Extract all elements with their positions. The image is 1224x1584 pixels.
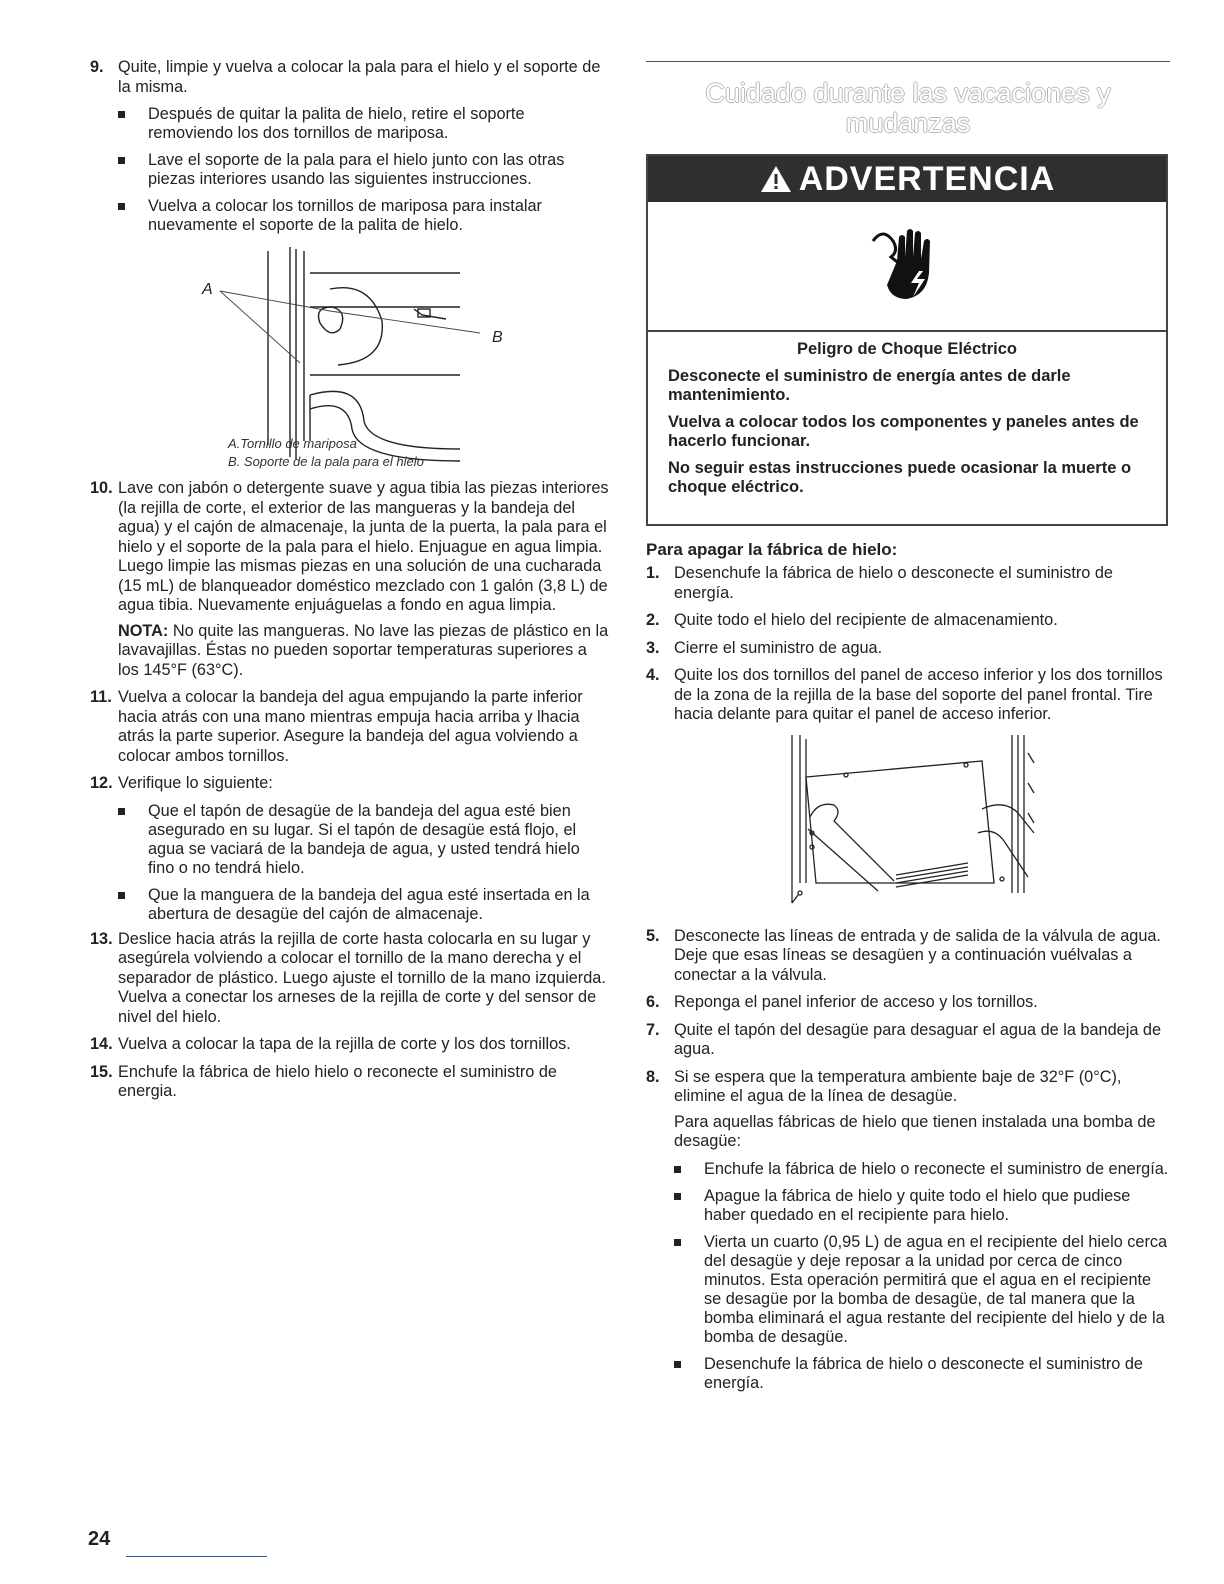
step-number: 2. — [646, 611, 660, 629]
right-column — [646, 540, 1170, 1399]
step-15 — [90, 1063, 610, 1102]
warning-icon-area — [648, 202, 1166, 332]
bullet-item — [118, 105, 610, 143]
step-number: 8. — [646, 1067, 660, 1086]
step-6 — [646, 993, 1170, 1013]
bullet-text: Vuelva a colocar los tornillos de mariposa para instalar nuevamente el soporte de la palita de hielo. — [148, 197, 542, 234]
bullet-icon — [118, 203, 125, 210]
step-number: 10. — [90, 479, 113, 497]
bullet-text: Después de quitar la palita de hielo, retire el soporte removiendo los dos tornillos de mariposa. — [148, 105, 525, 142]
figure-scoop-bracket — [90, 245, 610, 473]
step-text: Desconecte las líneas de entrada y de salida de la válvula de agua. Deje que esas líneas se desagüen y a continuación vuélvalas a conectar a la válvula. — [674, 926, 1161, 984]
step-number: 15. — [90, 1062, 113, 1081]
bullet-icon — [118, 892, 125, 899]
step-13 — [90, 930, 610, 1028]
step-3 — [646, 639, 1170, 659]
bullet-item — [118, 886, 610, 924]
step-text: Quite el tapón del desagüe para desaguar el agua de la bandeja de agua. — [674, 1020, 1162, 1058]
step-1 — [646, 564, 1170, 603]
step-number: 12. — [90, 774, 113, 792]
step-text: Vuelva a colocar la tapa de la rejilla de corte y los dos tornillos. — [118, 1035, 571, 1053]
footer-rule — [126, 1556, 267, 1557]
step-text: Vuelva a colocar la bandeja del agua empujando la parte inferior hacia atrás con una mano mientras empuja hacia arriba y lhacia atrás la parte superior. Asegure la bandeja del agua volviendo a colocar ambos tornillos. — [118, 688, 583, 765]
step-4 — [646, 666, 1170, 725]
step-number: 14. — [90, 1035, 113, 1053]
figure-label-b: B — [492, 329, 503, 346]
step-text: Si se espera que la temperatura ambiente baje de 32°F (0°C), elimine el agua de la línea de desagüe. — [674, 1067, 1122, 1105]
figure-access-panel — [646, 733, 1170, 919]
step-number: 1. — [646, 564, 660, 582]
bullet-item — [674, 1160, 1170, 1179]
step-text: Quite todo el hielo del recipiente de almacenamiento. — [674, 611, 1058, 629]
bullet-item — [674, 1187, 1170, 1225]
bullet-text: Vierta un cuarto (0,95 L) de agua en el recipiente del hielo cerca del desagüe y deje reposar a la unidad por cerca de cinco minutos. Esta operación permitirá que el agua en el recipiente se desagüe por la bomba de desagüe, de tal manera que la bomba eliminará el agua restante del recipiente del hielo y de la bomba de desagüe. — [704, 1232, 1168, 1346]
step-text: Cierre el suministro de agua. — [674, 638, 883, 657]
step-text: Quite, limpie y vuelva a colocar la pala para el hielo y el soporte de la misma. — [118, 58, 601, 96]
step-8 — [646, 1068, 1170, 1152]
bullet-text: Que el tapón de desagüe de la bandeja del agua esté bien asegurado en su lugar. Si el tapón de desagüe está flojo, el agua se vaciará de la bandeja de agua, y usted tendrá hielo fino o no tendrá hielo. — [148, 801, 580, 877]
warning-line: No seguir estas instrucciones puede ocasionar la muerte o choque eléctrico. — [668, 459, 1132, 496]
bullet-icon — [674, 1239, 681, 1246]
step-number: 6. — [646, 993, 660, 1011]
section-title: Cuidado durante las vacaciones y mudanzas — [705, 78, 1111, 138]
bullet-item — [674, 1233, 1170, 1347]
step-text: Deslice hacia atrás la rejilla de corte hasta colocarla en su lugar y asegúrela volviendo a colocar el tornillo de la mano derecha y el separador de plástico. Luego ajuste el tornillo de la mano izquierda. Vuelva a conectar los arneses de la rejilla de corte y del sensor de nivel del hielo. — [118, 929, 606, 1026]
note-text: No quite las mangueras. No lave las piezas de plástico en la lavavajillas. Éstas no pueden soportar temperaturas superiores a los 145°F (63°C). — [118, 621, 609, 679]
bullet-text: Lave el soporte de la pala para el hielo junto con las otras piezas interiores usando las siguientes instrucciones. — [148, 151, 565, 188]
step-10 — [90, 479, 610, 680]
note-label: NOTA: — [118, 621, 169, 640]
subheading: Para apagar la fábrica de hielo: — [646, 540, 898, 559]
electric-shock-hand-icon — [867, 221, 947, 311]
step-number: 11. — [90, 688, 112, 706]
step-number: 13. — [90, 929, 113, 948]
step-text: Quite los dos tornillos del panel de acceso inferior y los dos tornillos de la zona de la rejilla de la base del soporte del panel frontal. Tire hacia delante para quitar el panel de acceso inferior. — [674, 666, 1163, 723]
warning-banner — [648, 156, 1166, 202]
warning-box — [646, 154, 1168, 526]
bullet-icon — [674, 1193, 681, 1200]
page-number: 24 — [88, 1528, 111, 1550]
step-number: 9. — [90, 58, 104, 76]
step-text: Desenchufe la fábrica de hielo o desconecte el suministro de energía. — [674, 564, 1113, 602]
step-text: Enchufe la fábrica de hielo hielo o reconecte el suministro de energia. — [118, 1062, 557, 1100]
warning-title: ADVERTENCIA — [798, 159, 1056, 198]
note — [118, 622, 610, 681]
bullet-icon — [118, 157, 125, 164]
caption-b: B. Soporte de la pala para el hielo — [228, 454, 424, 469]
bullet-text: Enchufe la fábrica de hielo o reconecte el suministro de energía. — [704, 1159, 1169, 1178]
step-number: 4. — [646, 666, 660, 684]
warning-triangle-icon — [759, 164, 793, 194]
step-9 — [90, 58, 610, 97]
bullet-text: Desenchufe la fábrica de hielo o desconecte el suministro de energía. — [704, 1354, 1143, 1392]
bullet-text: Que la manguera de la bandeja del agua esté insertada en la abertura de desagüe del cajón de almacenaje. — [148, 885, 590, 923]
bullet-icon — [674, 1166, 681, 1173]
step-5 — [646, 927, 1170, 986]
figure-caption — [228, 435, 424, 471]
step-number: 7. — [646, 1020, 660, 1039]
bullet-item — [118, 197, 610, 235]
bullet-icon — [118, 111, 125, 118]
step-text: Reponga el panel inferior de acceso y los tornillos. — [674, 993, 1038, 1011]
bullet-item — [674, 1355, 1170, 1393]
bullet-item — [118, 151, 610, 189]
step-2 — [646, 611, 1170, 631]
step-14 — [90, 1035, 610, 1055]
warning-line: Desconecte el suministro de energía antes de darle mantenimiento. — [668, 367, 1071, 404]
caption-a: A.Tornillo de mariposa — [228, 436, 357, 451]
bullet-text: Apague la fábrica de hielo y quite todo el hielo que pudiese haber quedado en el recipiente para hielo. — [704, 1186, 1131, 1224]
step-text: Lave con jabón o detergente suave y agua tibia las piezas interiores (la rejilla de corte, el exterior de las mangueras y la bandeja del agua) y el cajón de almacenaje, la junta de la puerta, la pala para el hielo y el soporte de la pala para el hielo. Enjuague en agua limpia. Luego limpie las mismas piezas en una solución de una cucharada (15 mL) de blanqueador doméstico mezclado con 1 galón (3,8 L) de agua tibia. Nuevamente enjuáguelas a fondo en agua limpia. — [118, 479, 609, 614]
step-11 — [90, 688, 610, 766]
step-number: 5. — [646, 926, 660, 945]
step-8-paragraph: Para aquellas fábricas de hielo que tienen instalada una bomba de desagüe: — [674, 1112, 1156, 1150]
warning-line: Vuelva a colocar todos los componentes y paneles antes de hacerlo funcionar. — [668, 413, 1139, 450]
access-panel-illustration — [772, 733, 1042, 919]
bullet-icon — [674, 1361, 681, 1368]
step-number: 3. — [646, 638, 660, 657]
step-text: Verifique lo siguiente: — [118, 774, 273, 792]
section-rule — [646, 61, 1170, 62]
warning-text — [648, 332, 1166, 513]
left-column — [90, 58, 610, 1110]
bullet-item — [118, 802, 610, 878]
step-7 — [646, 1021, 1170, 1060]
figure-label-a: A — [202, 281, 213, 298]
warning-hazard: Peligro de Choque Eléctrico — [796, 340, 1018, 358]
step-12 — [90, 774, 610, 794]
bullet-icon — [118, 808, 125, 815]
